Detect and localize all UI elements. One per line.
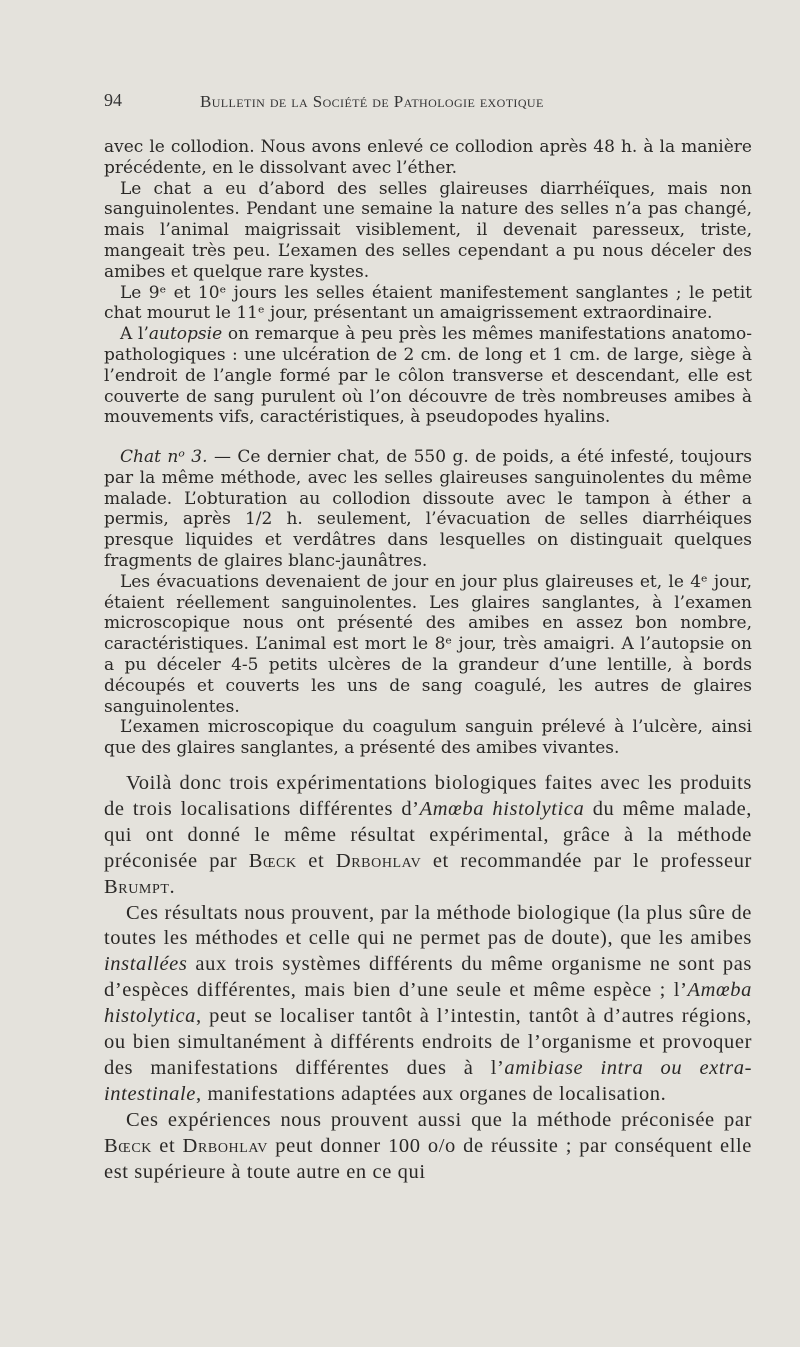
paragraph: Chat nᵒ 3. — Ce dernier chat, de 550 g. de poids, a été infesté, toujours par la même méthode, avec les selles glaireuses sanguinolentes du même malade. L’obturation au collodion dissoute avec le tampon à éther a permis, après 1/2 h. seulement, l’évacuation de selles diarrhéiques presque liquides et verdâtres dans lesquelles on distinguait quelques fragments de glaires blanc-jaunâtres. [104, 447, 753, 571]
author-name: Bœck [104, 1134, 152, 1157]
paragraph: Le 9ᵉ et 10ᵉ jours les selles étaient manifestement sanglantes ; le petit chat mourut le 11ᵉ jour, présentant un amaigrissement extraordinaire. [104, 282, 752, 324]
paragraph: A l’autopsie on remarque à peu près les mêmes manifestations anatomo-pathologiques : une ulcération de 2 cm. de long et 1 cm. de large, siège à l’endroit de l’angle formé par le côlon transverse et descendant, elle est couverte de sang purulent où l’on découvre de très nombreuses amibes à mouvements vifs, caractéristiques, à pseudopodes hyalins. [104, 324, 752, 428]
page-number: 94 [104, 90, 122, 110]
running-title: Bulletin de la Société de Pathologie exotique [200, 92, 544, 111]
italic-term: amibiase intra ou extra-intestinale [104, 1056, 752, 1105]
experiment-chat-2-text [104, 137, 752, 428]
italic-term: Amœba histolytica [104, 979, 752, 1028]
author-name: Drbohlav [182, 1134, 269, 1157]
paragraph: Voilà donc trois expérimentations biologiques faites avec les produits de trois localisations différentes d’Amœba histolytica du même malade, qui ont donné le même résultat expérimental, grâce à la méthode préconisée par Bœck et Drbohlav et recommandée par le professeur Brumpt. [104, 772, 752, 898]
conclusion-text [104, 771, 752, 1186]
italic-term: autopsie [148, 324, 223, 345]
italic-term: installées [104, 953, 188, 976]
running-header [104, 90, 644, 114]
author-name: Drbohlav [335, 849, 422, 872]
paragraph: Le chat a eu d’abord des selles glaireuses diarrhéïques, mais non sanguinolentes. Pendant une semaine la nature des selles n’a pas changé, mais l’animal maigrissait visiblement, il devenait paresseux, triste, mangeait très peu. L’examen des selles cependant a pu nous déceler des amibes et quelque rare kystes. [104, 178, 752, 282]
paragraph: Ces résultats nous prouvent, par la méthode biologique (la plus sûre de toutes les méthodes et celle qui ne permet pas de doute), que les amibes installées aux trois systèmes différents du même organisme ne sont pas d’espèces différentes, mais bien d’une seule et même espèce ; l’Amœba histolytica, peut se localiser tantôt à l’intestin, tantôt à d’autres régions, ou bien simultanément à différents endroits de l’organisme et provoquer des manifestations différentes dues à l’amibiase intra ou extra-intestinale, manifestations adaptées aux organes de localisation. [104, 901, 752, 1105]
italic-term: Amœba histolytica [419, 797, 585, 820]
paragraph: L’examen microscopique du coagulum sanguin prélevé à l’ulcère, ainsi que des glaires sanglantes, a présenté des amibes vivantes. [104, 717, 752, 759]
author-name: Brumpt [104, 875, 170, 898]
paragraph: Ces expériences nous prouvent aussi que la méthode préconisée par Bœck et Drbohlav peut donner 100 o/o de réussite ; par conséquent elle est supérieure à toute autre en ce qui [104, 1108, 753, 1183]
paragraph: avec le collodion. Nous avons enlevé ce collodion après 48 h. à la manière précédente, en le dissolvant avec l’éther. [104, 137, 752, 178]
paragraph: Les évacuations devenaient de jour en jour plus glaireuses et, le 4ᵉ jour, étaient réellement sanguinolentes. Les glaires sanglantes, à l’examen microscopique nous ont présenté des amibes en assez bon nombre, caractéristiques. L’animal est mort le 8ᵉ jour, très amaigri. A l’autopsie on a pu déceler 4-5 petits ulcères de la grandeur d’une lentille, à bords découpés et couverts les uns de sang coagulé, les autres de glaires sanguinolentes. [104, 571, 752, 717]
author-name: Bœck [248, 849, 297, 872]
case-heading: Chat nᵒ 3. [120, 447, 208, 467]
experiment-chat-3-text [104, 447, 752, 759]
